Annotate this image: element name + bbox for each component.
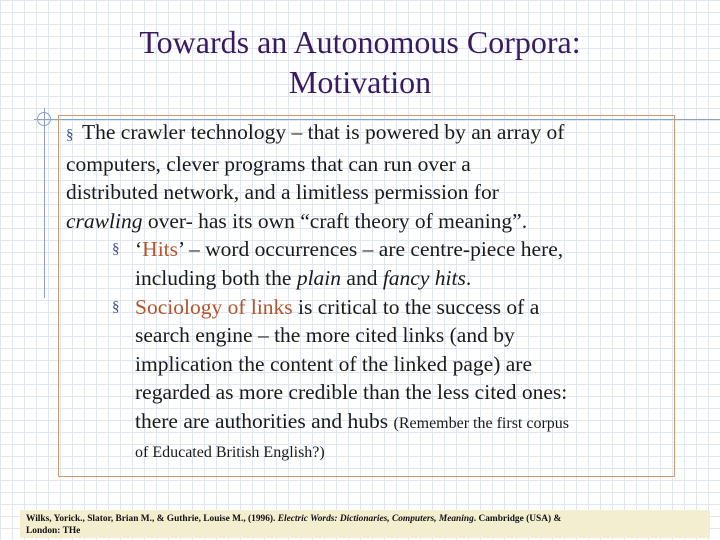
sub-bullet-links-line-4: regarded as more credible than the less cited ones: — [135, 380, 568, 405]
citation-footer — [20, 510, 710, 538]
links-text: is critical to the success of a — [292, 294, 540, 319]
hits-line-2-a: including both the — [135, 265, 297, 290]
title-line-1: Towards an Autonomous Corpora: — [139, 24, 581, 60]
sub-bullet-links-line-5 — [66, 407, 678, 439]
sub-bullet-links-line-1 — [66, 293, 678, 322]
sub-bullet-hits-line-2 — [66, 264, 678, 293]
section-bullet-icon: § — [112, 298, 120, 315]
bullet-1-line-3: distributed network, and a limitless permission for — [66, 180, 499, 205]
citation-publisher: . Cambridge (USA) & — [473, 514, 562, 524]
sociology-of-links-term: Sociology of links — [135, 294, 293, 319]
hits-line-2-b: and — [341, 265, 383, 290]
hits-line-2-c: . — [465, 265, 472, 290]
bullet-1-line-4-rest: over- has its own “craft theory of meaning”. — [142, 208, 528, 233]
bullet-1-line-2: computers, clever programs that can run over a — [66, 151, 471, 176]
decorative-circle-icon — [37, 112, 51, 126]
sub-bullet-links-line-6: of Educated British English?) — [135, 443, 325, 461]
bullet-1-line-4 — [66, 207, 678, 236]
slide-title — [40, 22, 680, 102]
section-bullet-icon: § — [112, 241, 120, 258]
section-bullet-icon: § — [66, 127, 74, 143]
title-line-2: Motivation — [288, 64, 432, 100]
citation-authors: Wilks, Yorick., Slator, Brian M., & Guthrie, Louise M., (1996). — [26, 514, 278, 524]
crawling-term: crawling — [66, 208, 143, 233]
hits-quote-open: ‘ — [135, 237, 143, 262]
slide-body — [66, 118, 678, 467]
hits-term: Hits — [142, 237, 179, 262]
sub-bullet-hits-line-1 — [66, 235, 678, 264]
sub-bullet-links-line-2: search engine – the more cited links (and by — [135, 323, 515, 348]
fancy-hits-term: fancy hits — [382, 265, 466, 290]
hits-text: ’ – word occurrences – are centre-piece here, — [178, 237, 564, 262]
links-line-5-text: there are authorities and hubs — [135, 408, 394, 433]
sub-bullet-links-line-3: implication the content of the linked page) are — [135, 351, 533, 376]
bullet-1-line-1 — [66, 118, 678, 150]
citation-book-title: Electric Words: Dictionaries, Computers, Meaning — [277, 514, 474, 524]
remember-note: (Remember the first corpus — [393, 414, 570, 432]
citation-line-2: London: THe — [26, 526, 81, 536]
plain-term: plain — [296, 265, 342, 290]
citation-line-1 — [26, 513, 704, 525]
decorative-vertical-rule — [44, 108, 45, 298]
bullet-1-text: The crawler technology – that is powered by an array of — [82, 120, 565, 144]
